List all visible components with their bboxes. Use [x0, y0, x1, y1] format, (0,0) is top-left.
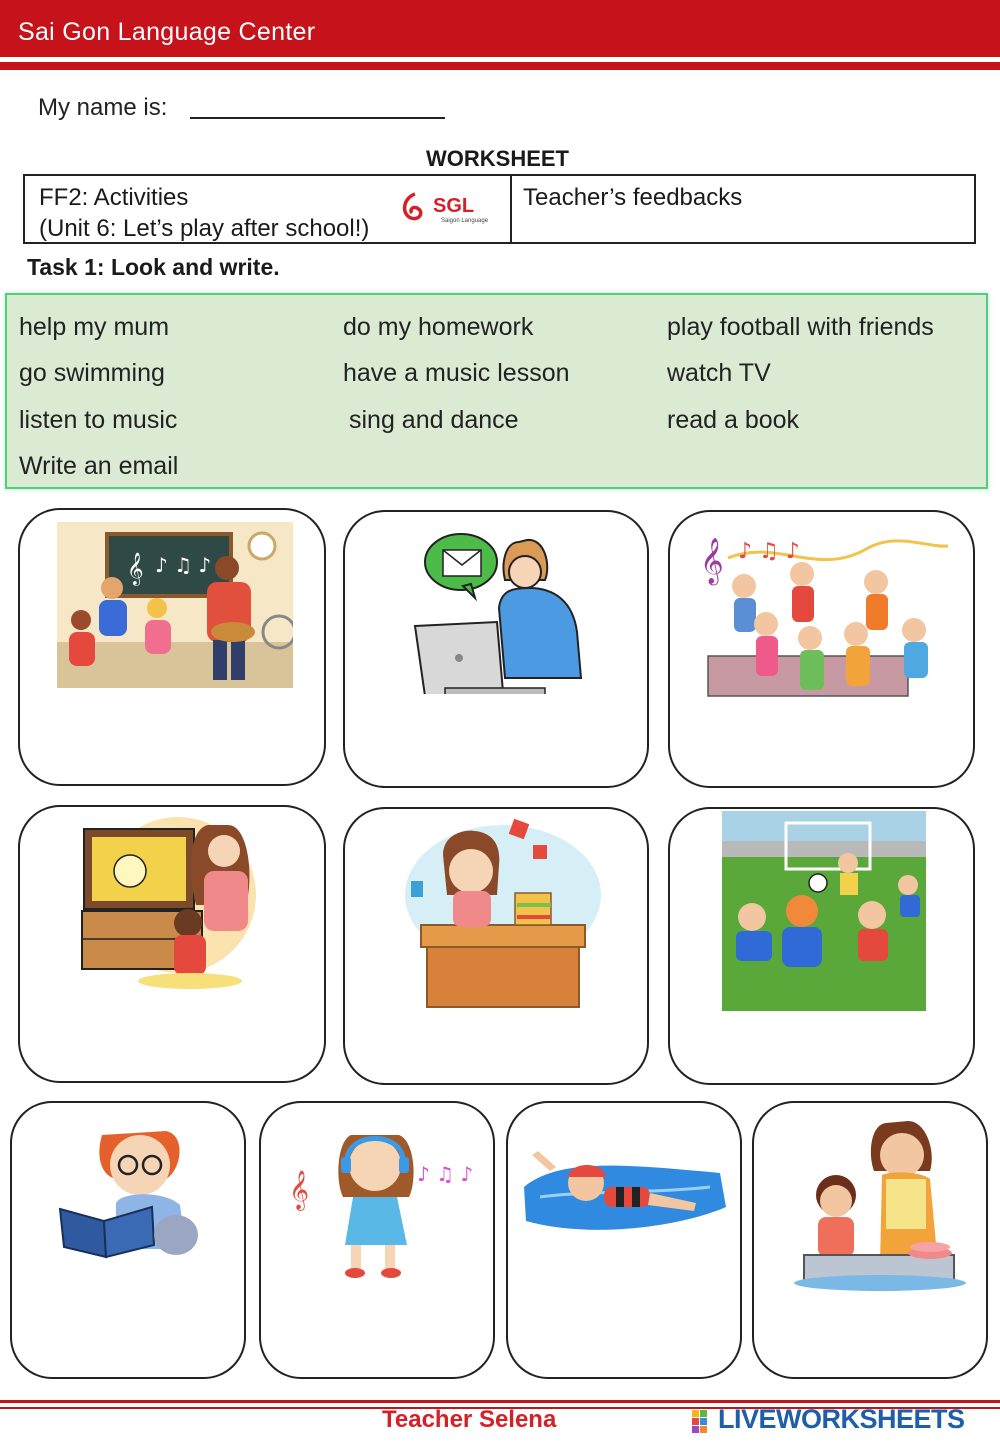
- sgl-logo-icon: [401, 188, 501, 228]
- picture-card-help-my-mum[interactable]: [752, 1101, 988, 1379]
- treble-clef-icon: 𝄞: [127, 552, 144, 585]
- music-clef-icon: 𝄞: [289, 1170, 310, 1210]
- teacher-credit: Teacher Selena: [382, 1406, 557, 1433]
- homework-illustration: [403, 815, 605, 1011]
- name-input-line[interactable]: [190, 117, 445, 119]
- task-title: Task 1: Look and write.: [27, 254, 280, 280]
- clef-icon: 𝄞: [700, 538, 724, 584]
- read-book-illustration: [56, 1125, 204, 1259]
- word-listen-to-music: listen to music: [19, 406, 178, 434]
- notes-icon: ♪ ♫ ♪: [738, 539, 800, 564]
- logo-subtext: Saigon Language: [441, 218, 489, 224]
- picture-card-email[interactable]: [343, 510, 649, 788]
- email-illustration: [405, 528, 589, 694]
- word-do-my-homework: do my homework: [343, 313, 534, 341]
- liveworksheets-brand[interactable]: LIVEWORKSHEETS: [718, 1404, 965, 1434]
- listen-music-illustration: [287, 1121, 473, 1281]
- word-sing-and-dance: sing and dance: [349, 406, 519, 434]
- music-notes-icon: ♪ ♫ ♪: [417, 1162, 473, 1186]
- picture-card-read-a-book[interactable]: [10, 1101, 246, 1379]
- board-notes-icon: ♪ ♫ ♪: [155, 553, 212, 577]
- football-illustration: [722, 811, 926, 1011]
- swimming-illustration: [520, 1147, 732, 1243]
- course-line: FF2: Activities: [39, 184, 189, 211]
- liveworksheets-logo-icon: [692, 1410, 716, 1434]
- word-music-lesson: have a music lesson: [343, 359, 570, 387]
- picture-card-music-lesson[interactable]: [18, 508, 326, 786]
- picture-card-homework[interactable]: [343, 807, 649, 1085]
- picture-card-watch-tv[interactable]: [18, 805, 326, 1083]
- teacher-feedback-label: Teacher’s feedbacks: [523, 184, 743, 211]
- footer-rule-top: [0, 1400, 1000, 1403]
- word-bank: [5, 293, 988, 489]
- picture-card-football[interactable]: [668, 807, 975, 1085]
- table-divider: [510, 176, 512, 242]
- unit-line: (Unit 6: Let’s play after school!): [39, 215, 370, 242]
- music-lesson-illustration: [57, 522, 293, 688]
- info-table: [23, 174, 976, 244]
- sing-dance-illustration: [698, 518, 954, 712]
- word-read-a-book: read a book: [667, 406, 800, 434]
- word-play-football: play football with friends: [667, 313, 934, 341]
- word-help-my-mum: help my mum: [19, 313, 170, 341]
- picture-card-sing-and-dance[interactable]: [668, 510, 975, 788]
- header-title: Sai Gon Language Center: [18, 18, 316, 46]
- header-bar: [0, 0, 1000, 57]
- help-mum-illustration: [790, 1115, 970, 1295]
- picture-card-listen-to-music[interactable]: [259, 1101, 495, 1379]
- word-watch-tv: watch TV: [667, 359, 771, 387]
- word-go-swimming: go swimming: [19, 359, 165, 387]
- worksheet-title: WORKSHEET: [426, 146, 569, 171]
- word-write-an-email: Write an email: [19, 452, 179, 480]
- picture-card-swimming[interactable]: [506, 1101, 742, 1379]
- name-label: My name is:: [38, 94, 168, 121]
- header-rule: [0, 62, 1000, 70]
- logo-text: SGL: [433, 195, 475, 217]
- watch-tv-illustration: [78, 815, 262, 991]
